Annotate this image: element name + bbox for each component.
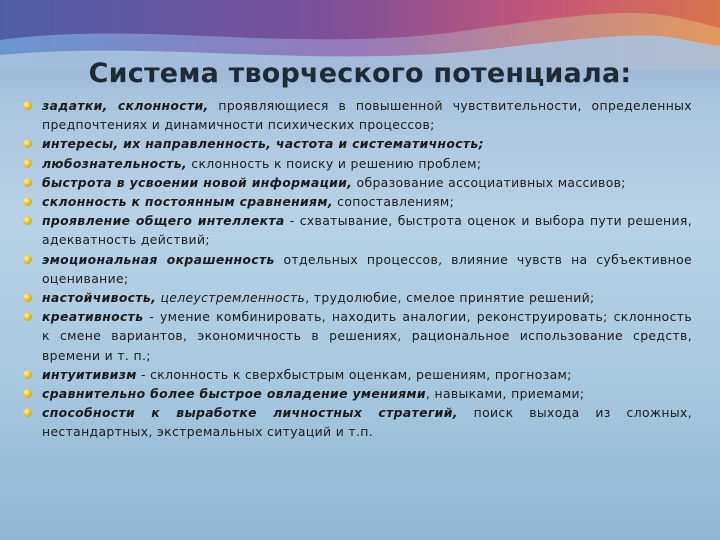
item-keyword: креативность <box>42 309 144 325</box>
item-text: проявляющиеся в повышенной чувствительности, определенных предпочтениях и динамичности психических процессов; <box>42 98 692 133</box>
list-item <box>20 288 692 307</box>
list-item <box>20 154 692 173</box>
bullet-icon <box>23 370 32 379</box>
bullet-list <box>20 96 692 442</box>
bullet-icon <box>23 159 32 168</box>
bullet-icon <box>23 293 32 302</box>
item-text: сопоставлениям; <box>332 194 455 210</box>
list-item <box>20 307 692 365</box>
list-item <box>20 134 692 153</box>
item-keyword: настойчивость, <box>42 290 157 306</box>
bullet-icon <box>23 408 32 417</box>
list-item <box>20 365 692 384</box>
item-text: - схватывание, быстрота оценок и выбора пути решения, адекватность действий; <box>42 213 692 248</box>
item-keyword: интуитивизм <box>42 366 137 382</box>
item-keyword: способности к выработке личностных стратегий, <box>42 405 458 421</box>
item-keyword: задатки, склонности, <box>42 98 209 113</box>
bullet-icon <box>23 389 32 398</box>
list-item <box>20 211 692 249</box>
bullet-icon <box>23 216 32 225</box>
item-keyword: любознательность, <box>42 155 187 171</box>
item-italic-text: целеустремленность <box>156 290 306 306</box>
item-text: - умение комбинировать, находить аналогии, реконструировать; склонность к смене вариантов, экономичность в решениях, рациональное использование средств, времени и т. п.; <box>42 309 692 363</box>
item-text: поиск выхода из сложных, нестандартных, экстремальных ситуаций и т.п. <box>42 405 692 440</box>
bullet-icon <box>23 312 32 321</box>
item-keyword: сравнительно более быстрое овладение умениями <box>42 386 426 402</box>
item-text: склонность к поиску и решению проблем; <box>187 155 482 171</box>
item-text: , навыками, приемами; <box>425 386 585 402</box>
list-item <box>20 250 692 288</box>
list-item <box>20 173 692 192</box>
item-text: образование ассоциативных массивов; <box>352 174 626 190</box>
bullet-icon <box>23 178 32 187</box>
list-item <box>20 384 692 403</box>
list-item <box>20 96 692 134</box>
item-text: - склонность к сверхбыстрым оценкам, решениям, прогнозам; <box>136 366 572 382</box>
bullet-icon <box>23 255 32 264</box>
item-keyword: эмоциональная окрашенность <box>42 251 275 267</box>
list-item <box>20 403 692 441</box>
bullet-icon <box>23 101 32 110</box>
bullet-icon <box>23 139 32 148</box>
item-text: отдельных процессов, влияние чувств на субъективное оценивание; <box>42 251 693 286</box>
item-keyword: склонность к постоянным сравнениям, <box>42 194 333 210</box>
item-text: , трудолюбие, смелое принятие решений; <box>305 290 595 306</box>
page-title: Система творческого потенциала: <box>88 58 632 89</box>
item-keyword: быстрота в усвоении новой информации, <box>42 174 353 190</box>
item-keyword: интересы, их направленность, частота и систематичность; <box>42 136 484 152</box>
item-keyword: проявление общего интеллекта <box>42 213 285 229</box>
bullet-icon <box>23 197 32 206</box>
list-item <box>20 192 692 211</box>
